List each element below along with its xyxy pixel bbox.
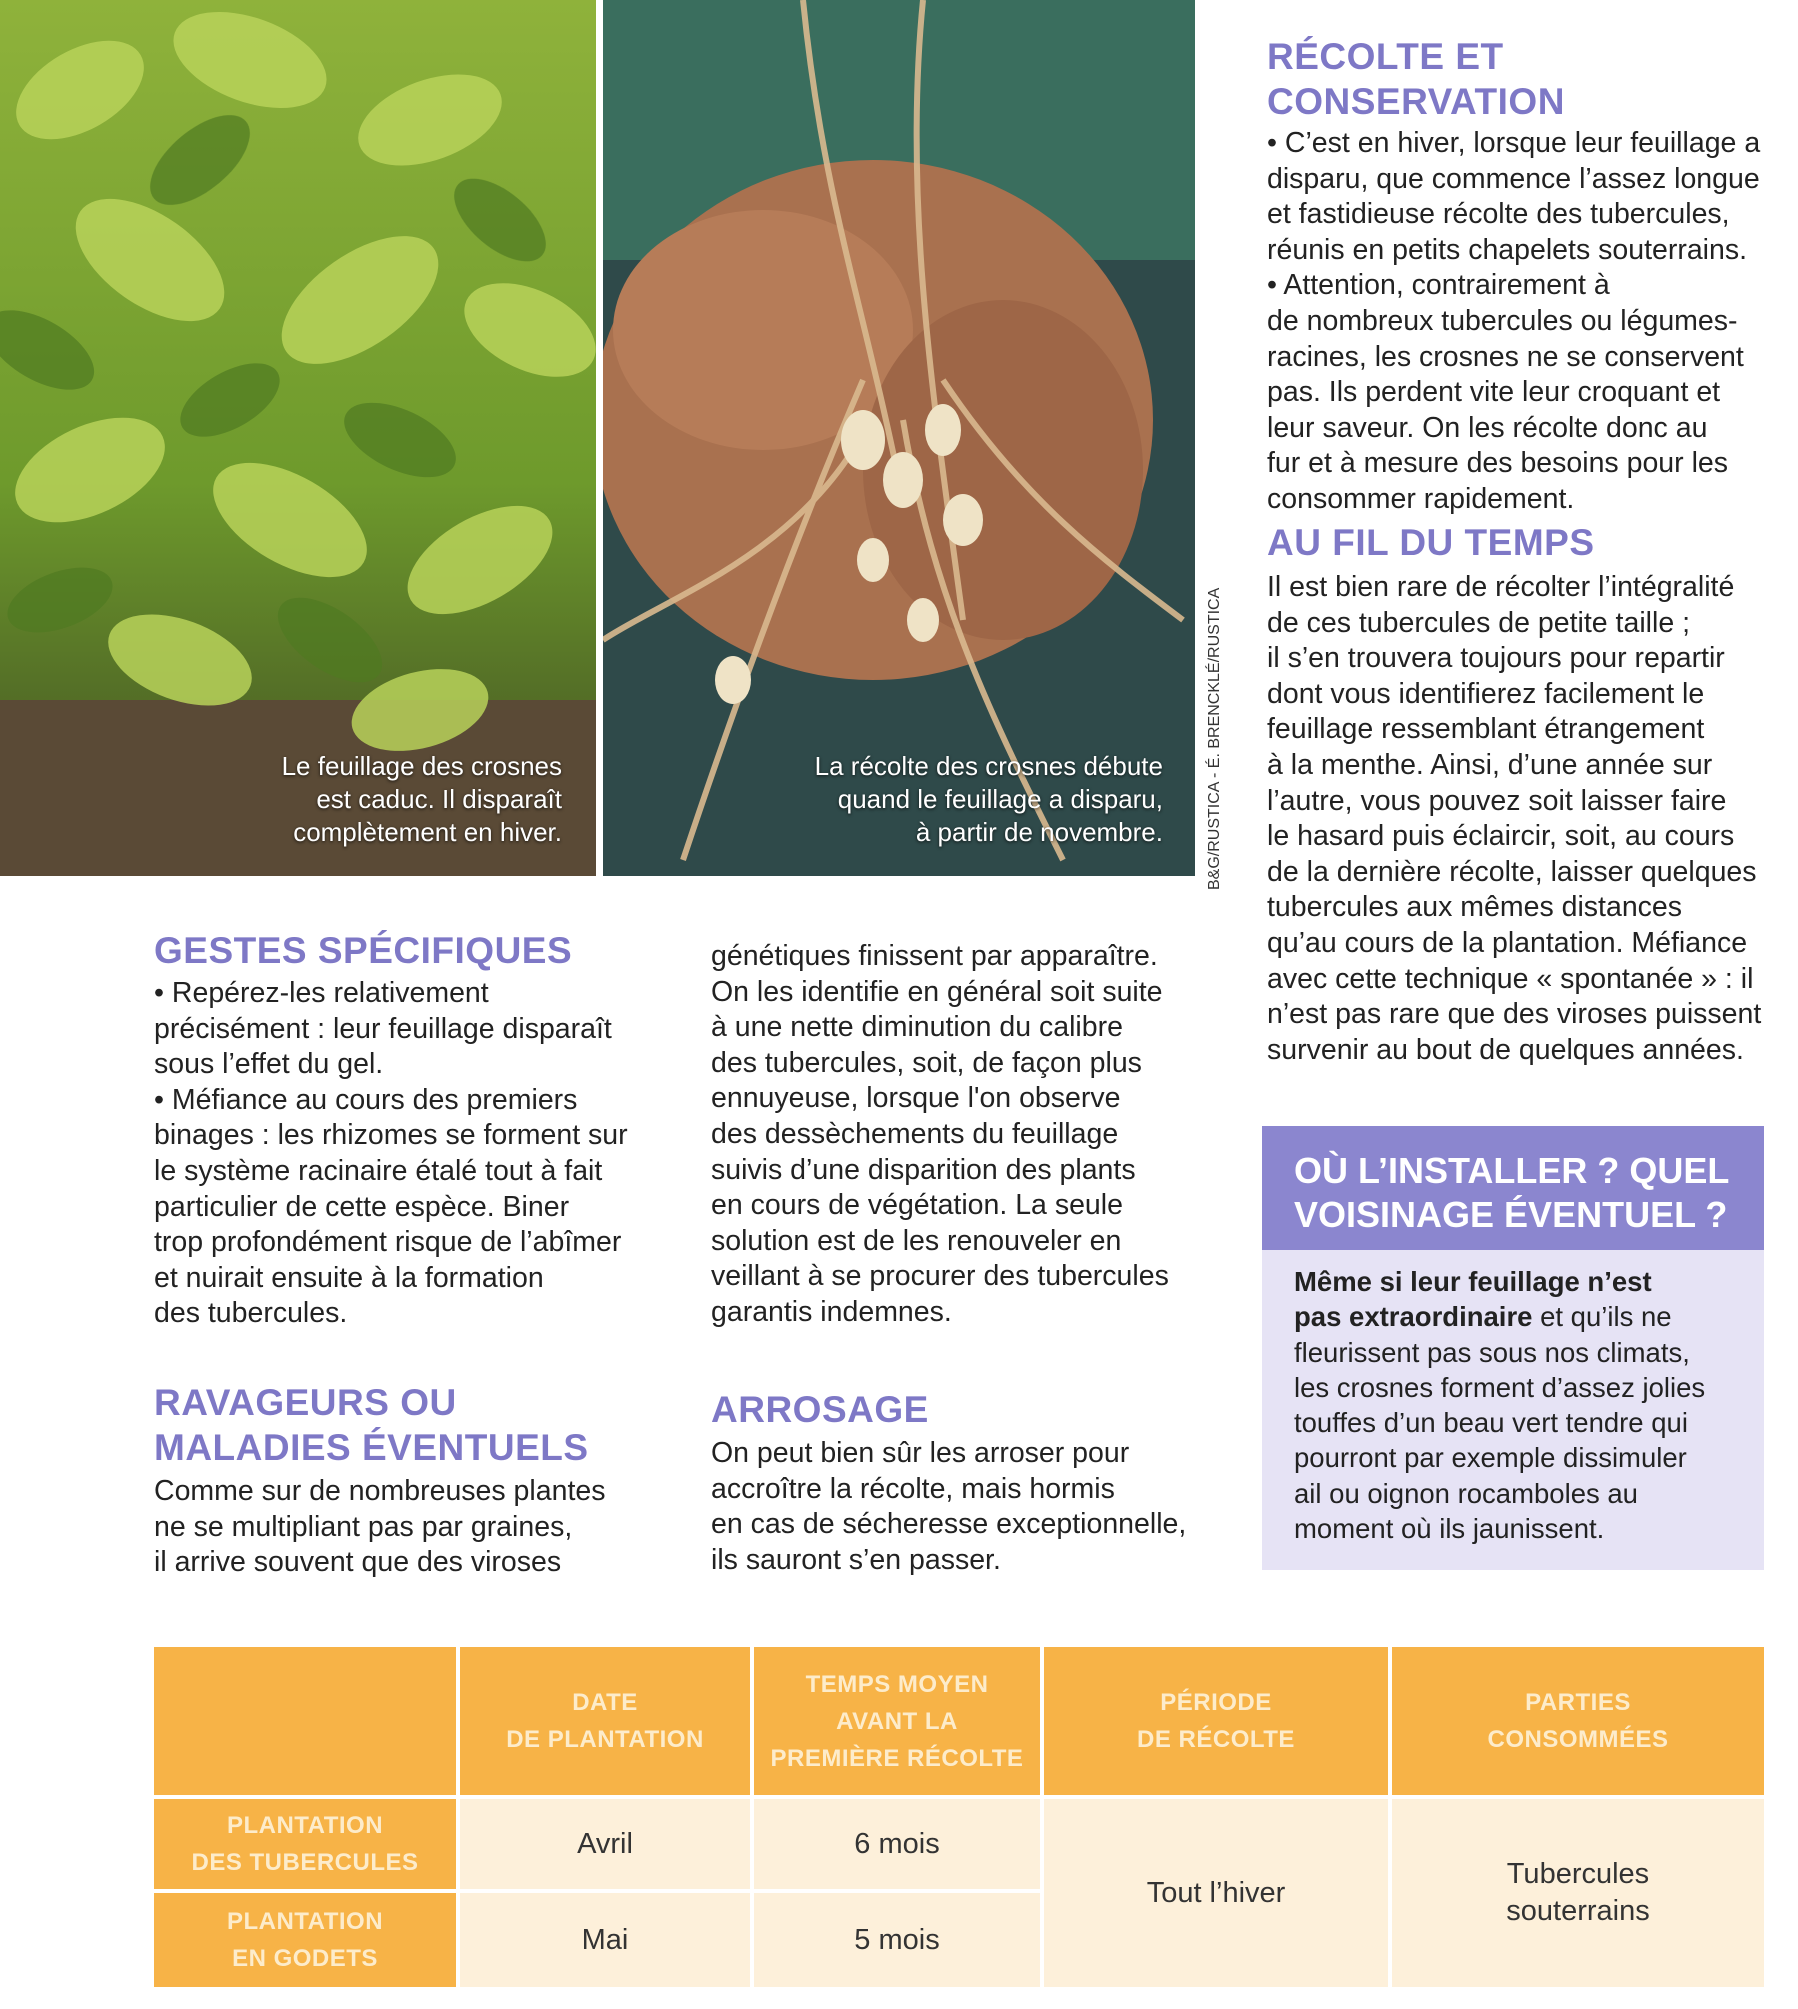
heading-gestes: GESTES SPÉCIFIQUES (154, 930, 573, 971)
harvest-image (603, 0, 1195, 876)
section-suite (711, 939, 1231, 1331)
body-ravageurs: Comme sur de nombreuses plantes ne se multipliant pas par graines, il arrive souvent que des viroses (154, 1475, 606, 1579)
section-ravageurs (154, 1380, 674, 1581)
table-cell-temps-2: 5 mois (754, 1893, 1040, 1987)
info-box-installer (1262, 1126, 1764, 1570)
table-cell-temps-1: 6 mois (754, 1799, 1040, 1889)
table-row-label-godets: PLANTATION EN GODETS (154, 1893, 456, 1987)
heading-ravageurs: RAVAGEURS OU MALADIES ÉVENTUELS (154, 1382, 589, 1468)
table-cell-date-1: Avril (460, 1799, 750, 1889)
photo-credit: B&G/RUSTICA - É. BRENCKLÉ/RUSTICA (1206, 587, 1223, 890)
section-gestes (154, 928, 674, 1332)
body-suite: génétiques finissent par apparaître. On les identifie en général soit suite à une nette diminution du calibre des tubercules, soit, de façon plus ennuyeuse, lorsque l'on observe des dessèchements du feuillage suivis d’une disparition des plants en cours de végétation. La seule solution est de les renouveler en veillant à se procurer des tubercules garantis indemnes. (711, 940, 1169, 1328)
foliage-image (0, 0, 596, 876)
table-header-empty (154, 1647, 456, 1795)
section-arrosage (711, 1387, 1231, 1578)
planting-table (154, 1647, 1764, 1987)
body-arrosage: On peut bien sûr les arroser pour accroître la récolte, mais hormis en cas de sécheresse exceptionnelle, ils sauront s’en passer. (711, 1437, 1187, 1576)
body-temps: Il est bien rare de récolter l’intégralité de ces tubercules de petite taille ; il s’en trouvera toujours pour repartir dont vous identifierez facilement le feuillage ressemblant étrangement à la menthe. Ainsi, d’une année sur l’autre, vous pouvez soit laisser faire le hasard puis éclaircir, soit, au cours de la dernière récolte, laisser quelques tubercules aux mêmes distances qu’au cours de la plantation. Méfiance avec cette technique « spontanée » : il n’est pas rare que des viroses puissent survenir au bout de quelques années. (1267, 571, 1762, 1066)
table-header-temps: TEMPS MOYEN AVANT LA PREMIÈRE RÉCOLTE (754, 1647, 1040, 1795)
section-temps (1267, 520, 1767, 1068)
table-cell-parties: Tubercules souterrains (1392, 1799, 1764, 1987)
table-cell-date-2: Mai (460, 1893, 750, 1987)
table-header-date: DATE DE PLANTATION (460, 1647, 750, 1795)
table-cell-periode: Tout l’hiver (1044, 1799, 1388, 1987)
body-recolte: • C’est en hiver, lorsque leur feuillage a disparu, que commence l’assez longue et fastidieuse récolte des tubercules, réunis en petits chapelets souterrains. • Attention, contrairement à de nombreux tubercules ou légumes- racines, les crosnes ne se conservent pas. Ils perdent vite leur croquant et leur saveur. On les récolte donc au fur et à mesure des besoins pour les consommer rapidement. (1267, 127, 1761, 515)
box-title: OÙ L’INSTALLER ? QUEL VOISINAGE ÉVENTUEL ? (1262, 1126, 1764, 1250)
foliage-caption: Le feuillage des crosnes est caduc. Il disparaît complètement en hiver. (281, 751, 562, 847)
section-recolte (1267, 34, 1767, 518)
heading-arrosage: ARROSAGE (711, 1389, 929, 1430)
heading-temps: AU FIL DU TEMPS (1267, 522, 1595, 563)
table-row-label-tubercules: PLANTATION DES TUBERCULES (154, 1799, 456, 1889)
table-header-parties: PARTIES CONSOMMÉES (1392, 1647, 1764, 1795)
table-header-periode: PÉRIODE DE RÉCOLTE (1044, 1647, 1388, 1795)
box-body: Même si leur feuillage n’est pas extraordinaire et qu’ils ne fleurissent pas sous nos climats, les crosnes forment d’assez jolies touffes d’un beau vert tendre qui pourront par exemple dissimuler ail ou oignon rocamboles au moment où ils jaunissent. (1294, 1266, 1706, 1545)
harvest-caption: La récolte des crosnes débute quand le feuillage a disparu, à partir de novembre. (814, 751, 1163, 847)
photo-harvest (603, 0, 1195, 876)
heading-recolte: RÉCOLTE ET CONSERVATION (1267, 36, 1565, 122)
photo-foliage (0, 0, 596, 876)
body-gestes: • Repérez-les relativement précisément : leur feuillage disparaît sous l’effet du gel. • Méfiance au cours des premiers binages : les rhizomes se forment sur le système racinaire étalé tout à fait particulier de cette espèce. Biner trop profondément risque de l’abîmer et nuirait ensuite à la formation des tubercules. (154, 977, 628, 1330)
